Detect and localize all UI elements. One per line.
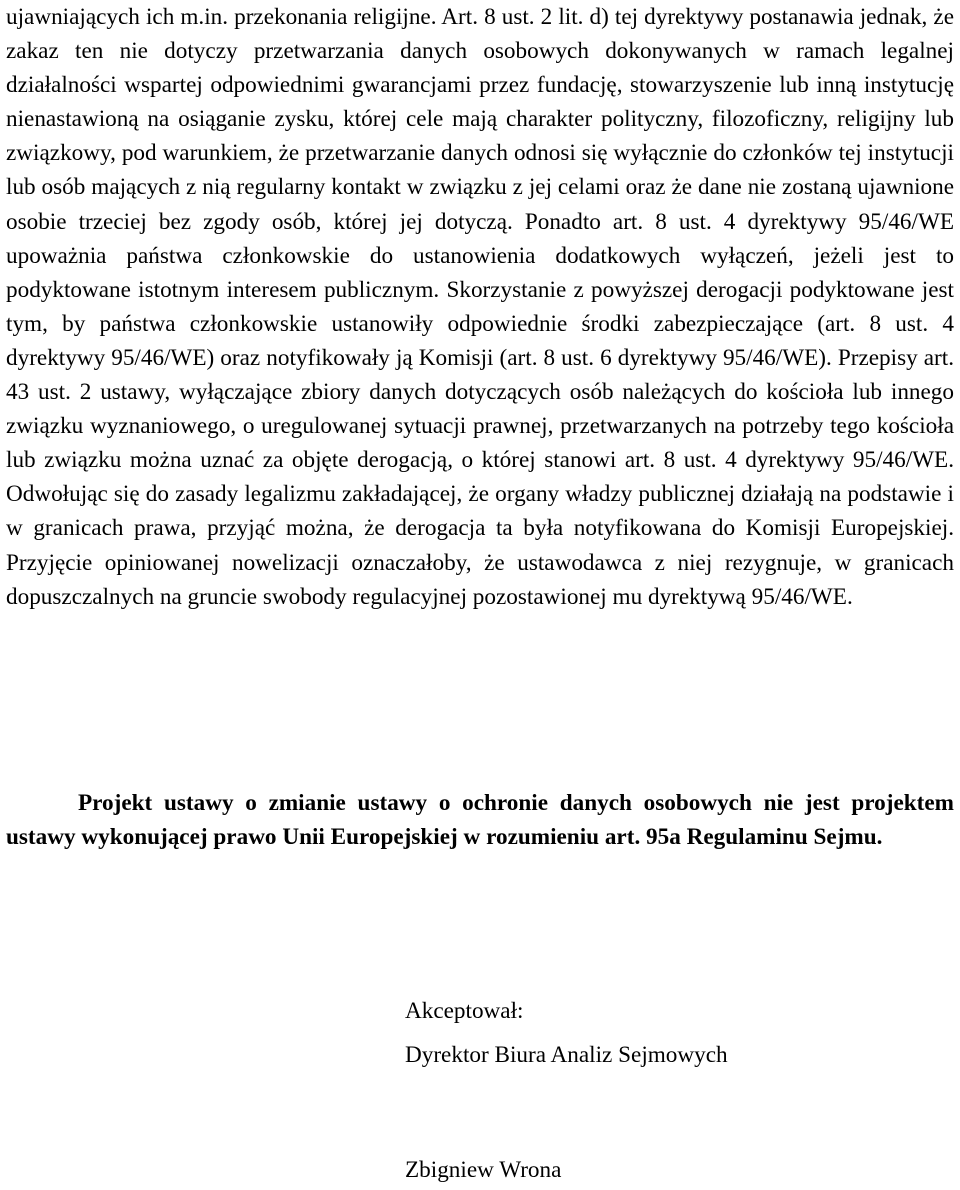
signature-accepted-label: Akceptował: <box>405 998 524 1024</box>
document-page <box>6 0 954 614</box>
signature-name: Zbigniew Wrona <box>405 1157 562 1183</box>
conclusion-paragraph: Projekt ustawy o zmianie ustawy o ochronie danych osobowych nie jest projektem ustawy wykonującej prawo Unii Europejskiej w rozumieniu art. 95a Regulaminu Sejmu. <box>6 790 954 851</box>
signature-role: Dyrektor Biura Analiz Sejmowych <box>405 1042 728 1068</box>
main-paragraph: ujawniających ich m.in. przekonania religijne. Art. 8 ust. 2 lit. d) tej dyrektywy postanawia jednak, że zakaz ten nie dotyczy przetwarzania danych osobowych dokonywanych w ramach legalnej działalności wspartej odpowiednimi gwarancjami przez fundację, stowarzyszenie lub inną instytucję nienastawioną na osiąganie zysku, której cele mają charakter polityczny, filozoficzny, religijny lub związkowy, pod warunkiem, że przetwarzanie danych odnosi się wyłącznie do członków tej instytucji lub osób mających z nią regularny kontakt w związku z jej celami oraz że dane nie zostaną ujawnione osobie trzeciej bez zgody osób, której jej dotyczą. Ponadto art. 8 ust. 4 dyrektywy 95/46/WE upoważnia państwa członkowskie do ustanowienia dodatkowych wyłączeń, jeżeli jest to podyktowane istotnym interesem publicznym. Skorzystanie z powyższej derogacji podyktowane jest tym, by państwa członkowskie ustanowiły odpowiednie środki zabezpieczające (art. 8 ust. 4 dyrektywy 95/46/WE) oraz notyfikowały ją Komisji (art. 8 ust. 6 dyrektywy 95/46/WE). Przepisy art. 43 ust. 2 ustawy, wyłączające zbiory danych dotyczących osób należących do kościoła lub innego związku wyznaniowego, o uregulowanej sytuacji prawnej, przetwarzanych na potrzeby tego kościoła lub związku można uznać za objęte derogacją, o której stanowi art. 8 ust. 4 dyrektywy 95/46/WE. Odwołując się do zasady legalizmu zakładającej, że organy władzy publicznej działają na podstawie i w granicach prawa, przyjąć można, że derogacja ta była notyfikowana do Komisji Europejskiej. Przyjęcie opiniowanej nowelizacji oznaczałoby, że ustawodawca z niej rezygnuje, w granicach dopuszczalnych na gruncie swobody regulacyjnej pozostawionej mu dyrektywą 95/46/WE. <box>6 4 954 610</box>
